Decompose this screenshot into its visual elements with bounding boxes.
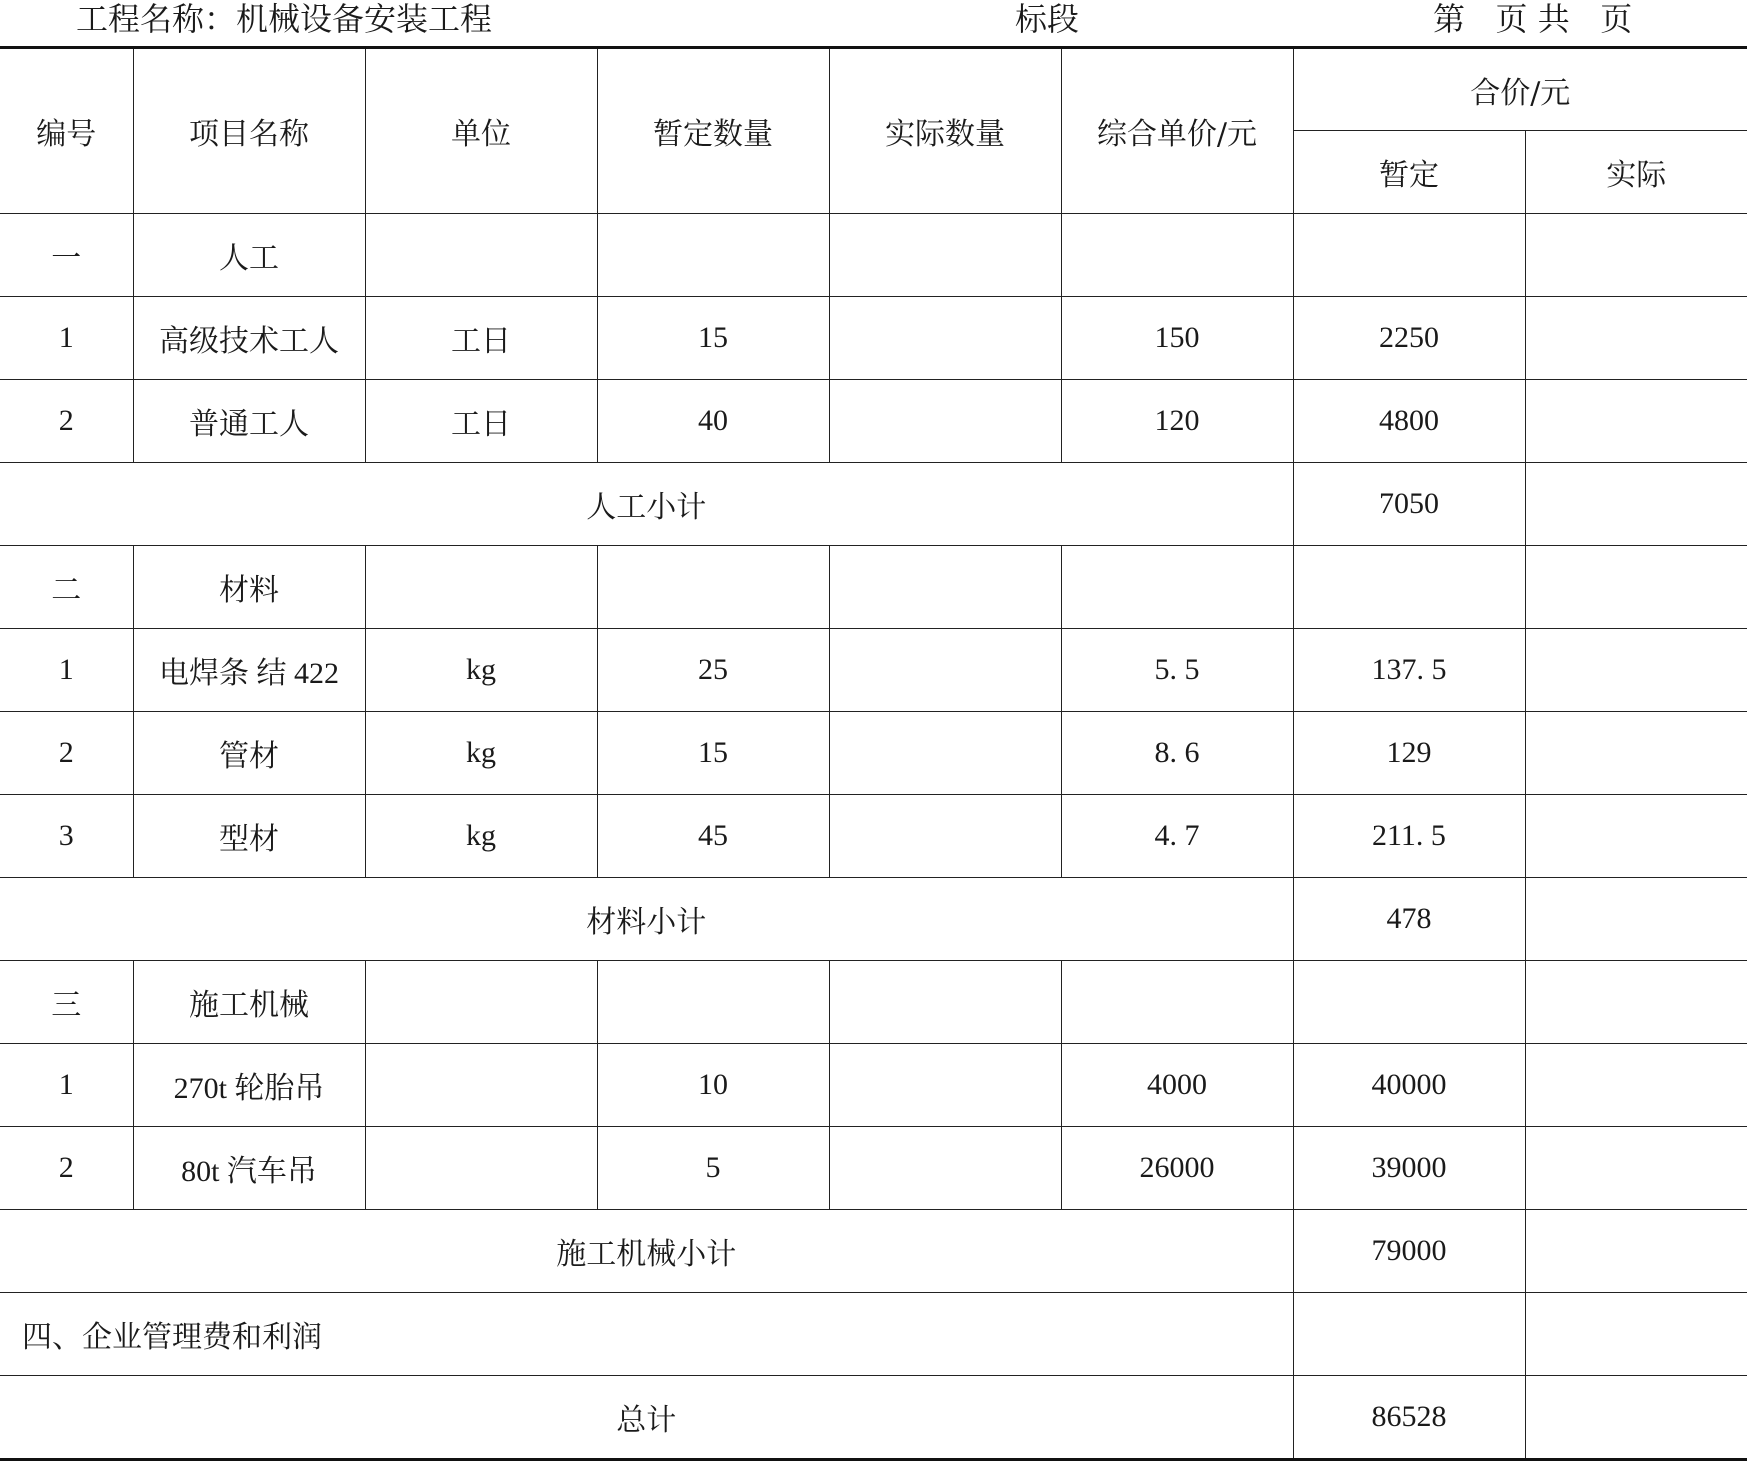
cell-actual-total [1525, 463, 1747, 546]
section-row [0, 546, 1747, 629]
cell-total: 4800 [1293, 380, 1525, 463]
cell-qty: 25 [597, 629, 829, 712]
subtotal-label: 总计 [0, 1376, 1293, 1460]
cell-name: 型材 [133, 795, 365, 878]
section-label: 标段 [1015, 0, 1080, 38]
cell-price: 4. 7 [1061, 795, 1293, 878]
cell-unit [365, 1127, 597, 1210]
cell-name: 270t 轮胎吊 [133, 1044, 365, 1127]
table-row [0, 712, 1747, 795]
cell-unit: 工日 [365, 297, 597, 380]
col-header-actual-qty: 实际数量 [829, 48, 1061, 214]
cell-unit [365, 961, 597, 1044]
col-header-total-actual: 实际 [1525, 131, 1747, 214]
cell-unit [365, 214, 597, 297]
cell-actual-qty [829, 795, 1061, 878]
document-header [0, 0, 1747, 46]
col-header-unit-price: 综合单价/元 [1061, 48, 1293, 214]
cell-no: 3 [0, 795, 133, 878]
cell-name: 材料 [133, 546, 365, 629]
subtotal-row [0, 1376, 1747, 1460]
fee-row [0, 1293, 1747, 1376]
cell-price: 8. 6 [1061, 712, 1293, 795]
cell-unit: kg [365, 795, 597, 878]
cell-qty: 40 [597, 380, 829, 463]
cell-price [1061, 214, 1293, 297]
section-row [0, 214, 1747, 297]
cell-actual-qty [829, 629, 1061, 712]
cell-price: 120 [1061, 380, 1293, 463]
cell-total [1293, 961, 1525, 1044]
cell-actual-total [1525, 214, 1747, 297]
cell-price [1061, 961, 1293, 1044]
cell-total: 79000 [1293, 1210, 1525, 1293]
project-name: 工程名称：机械设备安装工程 [76, 0, 493, 38]
cell-no: 2 [0, 712, 133, 795]
col-header-name: 项目名称 [133, 48, 365, 214]
subtotal-label: 材料小计 [0, 878, 1293, 961]
cell-no: 1 [0, 297, 133, 380]
cell-price: 5. 5 [1061, 629, 1293, 712]
cell-no: 1 [0, 1044, 133, 1127]
cell-qty: 10 [597, 1044, 829, 1127]
cell-total: 137. 5 [1293, 629, 1525, 712]
table-row [0, 297, 1747, 380]
cell-no: 二 [0, 546, 133, 629]
cell-actual-qty [829, 380, 1061, 463]
subtotal-row [0, 463, 1747, 546]
cell-unit: 工日 [365, 380, 597, 463]
cell-price: 26000 [1061, 1127, 1293, 1210]
table-row [0, 1044, 1747, 1127]
section-row [0, 961, 1747, 1044]
subtotal-label: 人工小计 [0, 463, 1293, 546]
cell-actual-total [1525, 961, 1747, 1044]
col-header-no: 编号 [0, 48, 133, 214]
cell-name: 普通工人 [133, 380, 365, 463]
cell-total: 2250 [1293, 297, 1525, 380]
cell-total: 478 [1293, 878, 1525, 961]
cell-name: 管材 [133, 712, 365, 795]
cell-unit [365, 546, 597, 629]
cell-name: 人工 [133, 214, 365, 297]
cell-price: 4000 [1061, 1044, 1293, 1127]
cell-no: 一 [0, 214, 133, 297]
cell-qty: 15 [597, 297, 829, 380]
cell-actual-total [1525, 795, 1747, 878]
cell-actual-qty [829, 1044, 1061, 1127]
cell-actual-qty [829, 214, 1061, 297]
cell-actual-qty [829, 297, 1061, 380]
cell-total: 129 [1293, 712, 1525, 795]
cell-no: 2 [0, 1127, 133, 1210]
subtotal-row [0, 878, 1747, 961]
cell-name: 施工机械 [133, 961, 365, 1044]
cell-actual-total [1525, 1293, 1747, 1376]
header-row-1 [0, 48, 1747, 131]
col-header-provisional-qty: 暂定数量 [597, 48, 829, 214]
cell-actual-total [1525, 1127, 1747, 1210]
col-header-unit: 单位 [365, 48, 597, 214]
cell-total [1293, 214, 1525, 297]
fee-label: 四、企业管理费和利润 [0, 1293, 1293, 1376]
daywork-table [0, 46, 1747, 1461]
cell-name: 电焊条 结 422 [133, 629, 365, 712]
col-header-total-provisional: 暂定 [1293, 131, 1525, 214]
subtotal-row [0, 1210, 1747, 1293]
cell-actual-total [1525, 1210, 1747, 1293]
cell-actual-qty [829, 961, 1061, 1044]
cell-actual-total [1525, 546, 1747, 629]
cell-total: 7050 [1293, 463, 1525, 546]
cell-price: 150 [1061, 297, 1293, 380]
cell-no: 2 [0, 380, 133, 463]
cell-qty [597, 546, 829, 629]
subtotal-label: 施工机械小计 [0, 1210, 1293, 1293]
cell-total: 211. 5 [1293, 795, 1525, 878]
cell-name: 80t 汽车吊 [133, 1127, 365, 1210]
cell-total: 39000 [1293, 1127, 1525, 1210]
cell-unit [365, 1044, 597, 1127]
cell-actual-total [1525, 712, 1747, 795]
cell-actual-total [1525, 297, 1747, 380]
cell-qty: 5 [597, 1127, 829, 1210]
cell-qty: 15 [597, 712, 829, 795]
cell-qty [597, 214, 829, 297]
table-row [0, 795, 1747, 878]
cell-actual-qty [829, 1127, 1061, 1210]
cell-qty: 45 [597, 795, 829, 878]
cell-actual-total [1525, 629, 1747, 712]
cell-actual-total [1525, 380, 1747, 463]
cell-actual-total [1525, 878, 1747, 961]
cell-total: 40000 [1293, 1044, 1525, 1127]
page-indicator: 第 页 共 页 [1433, 0, 1633, 38]
cell-actual-qty [829, 546, 1061, 629]
cell-name: 高级技术工人 [133, 297, 365, 380]
cell-actual-total [1525, 1376, 1747, 1460]
table-row [0, 1127, 1747, 1210]
cell-total: 86528 [1293, 1376, 1525, 1460]
cell-actual-qty [829, 712, 1061, 795]
col-header-total: 合价/元 [1293, 48, 1747, 131]
cell-no: 1 [0, 629, 133, 712]
cell-no: 三 [0, 961, 133, 1044]
cell-unit: kg [365, 712, 597, 795]
cell-total [1293, 1293, 1525, 1376]
table-row [0, 380, 1747, 463]
cell-qty [597, 961, 829, 1044]
cell-price [1061, 546, 1293, 629]
cell-total [1293, 546, 1525, 629]
cell-actual-total [1525, 1044, 1747, 1127]
table-row [0, 629, 1747, 712]
cell-unit: kg [365, 629, 597, 712]
